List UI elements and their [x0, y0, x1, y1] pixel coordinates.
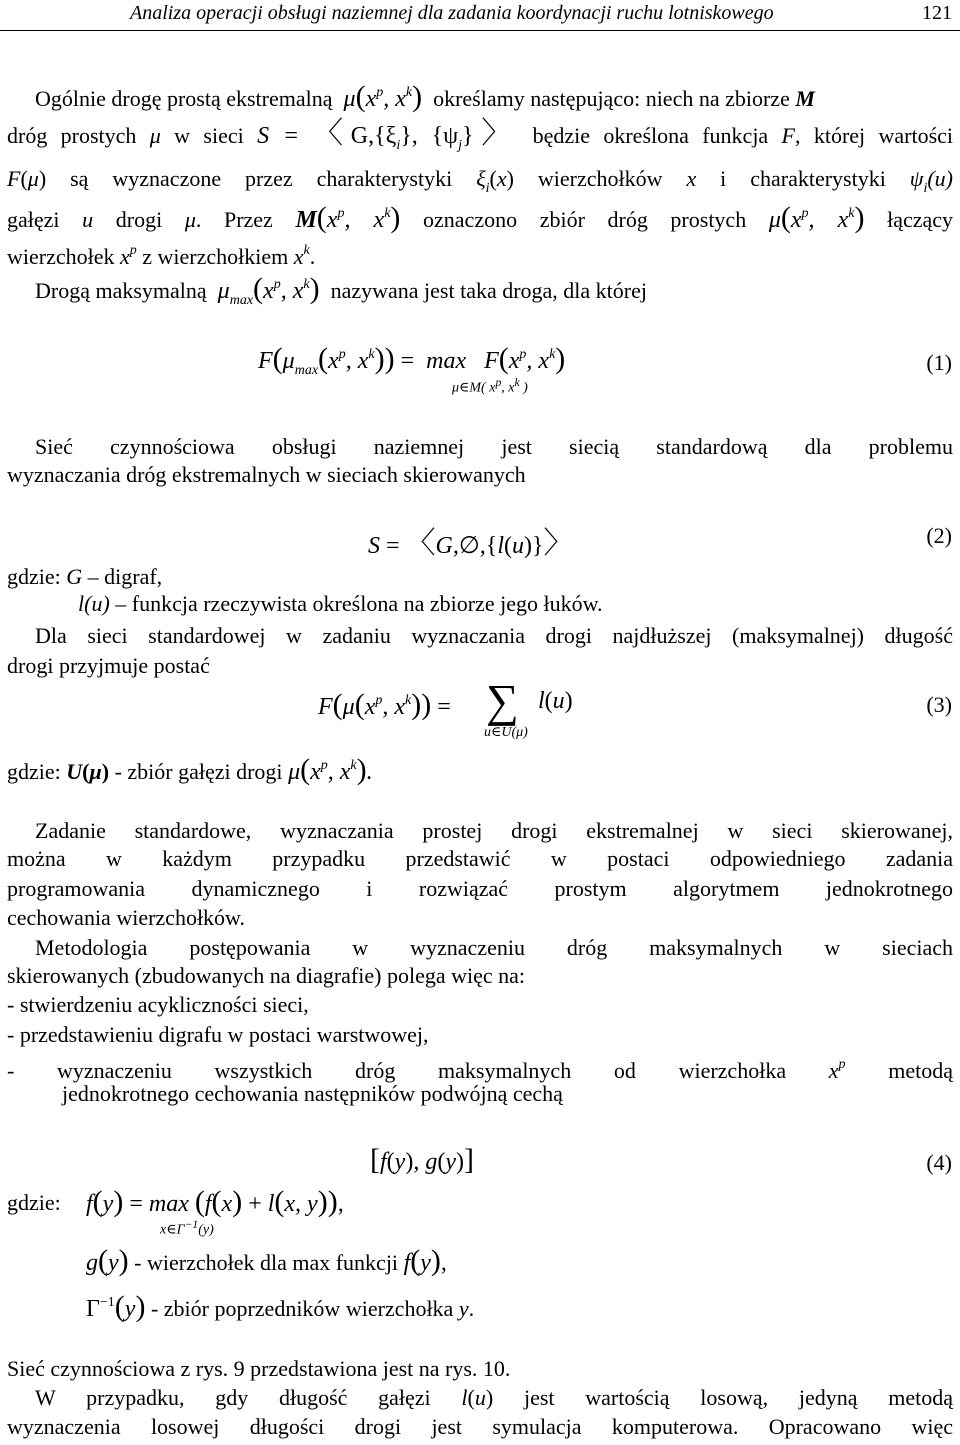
p6-line1: Metodologia postępowania w wyznaczeniu dróg maksymalnych w sieciach	[35, 935, 953, 960]
p6-line2: skierowanych (zbudowanych na diagrafie) polega więc na:	[7, 963, 525, 988]
equation-number-3: (3)	[926, 692, 952, 717]
equation-2: S = 〈G,∅,{l(u)}〉	[368, 527, 574, 560]
p1-line5: wierzchołek $x^p$ z wierzchołkiem $x^k$.	[7, 243, 316, 269]
p1-line3: F(μ) są wyznaczone przez charakterystyki $\xi_i(x)$ wierzchołków x i charakterystyki $\psi_i(u)$	[7, 166, 954, 196]
list-item: - stwierdzeniu acykliczności sieci,	[7, 992, 309, 1017]
list-item: - wyznaczeniu wszystkich dróg maksymalnych od wierzchołka $x^p$ metodą	[7, 1057, 954, 1083]
list-item: - przedstawieniu digrafu w postaci warstwowej,	[7, 1022, 429, 1047]
running-header	[0, 0, 960, 31]
p6-line6: jednokrotnego cechowania następników podwójną cechą	[62, 1081, 563, 1106]
p8-line1: W przypadku, gdy długość gałęzi l(u) jest wartością losową, jedyną metodą	[35, 1385, 954, 1410]
p1-line4: gałęzi u drogi μ. Przez $M(x^p$, $x^k$) oznaczono zbiór dróg prostych $\mu(x^p$, $x^k$) łączący	[7, 201, 954, 234]
equation-3-subscript: u∈U(μ)	[484, 725, 528, 740]
p5-line3: programowania dynamicznego i rozwiązać prostym algorytmem jednokrotnego	[7, 876, 953, 901]
where-4-label: gdzie:	[7, 1190, 61, 1215]
p3-line2: wyznaczania dróg ekstremalnych w sieciach skierowanych	[7, 462, 526, 487]
p8-line2: wyznaczenia losowej długości drogi jest symulacja komputerowa. Opracowano więc	[7, 1414, 953, 1439]
equation-4-subscript: $x\in\Gamma^{-1}(y)$	[160, 1218, 214, 1238]
p1-line2: dróg prostych μ w sieci S = 〈$G,\{\xi_i\}$, $\{\psi_j\}$〉 będzie określona funkcja F, której wartości	[7, 117, 954, 153]
where-2-line1: gdzie: G – digraf,	[7, 564, 163, 589]
where-4-g: g(y) - wierzchołek dla max funkcji f(y),	[86, 1244, 447, 1277]
where-3-line: gdzie: U(μ) - zbiór gałęzi drogi $\mu(x^p$, $x^k$).	[7, 753, 373, 786]
equation-3: $F(\mu(x^p$, $x^k$)) =	[318, 688, 451, 721]
equation-number-4: (4)	[926, 1150, 952, 1175]
equation-4: [f(y), g(y)]	[370, 1143, 474, 1176]
equation-4-f: f(y) = max (f(x) + l(x, y)),	[86, 1185, 344, 1218]
header-title: Analiza operacji obsługi naziemnej dla zadania koordynacji ruchu lotniskowego	[130, 2, 774, 24]
p2-line1: Drogą maksymalną $\mu_{max}(x^p$, $x^k$) nazywana jest taka droga, dla której	[35, 272, 647, 308]
p5-line4: cechowania wierzchołków.	[7, 905, 246, 930]
equation-1-subscript: μ∈M( $x^p$, $x^k$ )	[452, 376, 528, 396]
equation-number-2: (2)	[926, 523, 952, 548]
equation-1: $F(\mu_{max}(x^p$, $x^k)) = \max F(x^p$, $x^k$)	[258, 342, 566, 378]
where-4-gamma: $\Gamma^{-1}(y)$ - zbiór poprzedników wierzchołka y.	[86, 1290, 475, 1323]
p4-line1: Dla sieci standardowej w zadaniu wyznaczania drogi najdłuższej (maksymalnej) długość	[35, 623, 953, 648]
equation-number-1: (1)	[926, 350, 952, 375]
where-2-line2: l(u) – funkcja rzeczywista określona na zbiorze jego łuków.	[78, 591, 603, 616]
p5-line2: można w każdym przypadku przedstawić w postaci odpowiedniego zadania	[7, 846, 953, 871]
page-number: 121	[922, 2, 952, 24]
p1-line1: Ogólnie drogę prostą ekstremalną $\mu(x^p$, $x^k$) określamy następująco: niech na zbiorze M	[35, 80, 815, 113]
equation-3-rhs: l(u)	[538, 688, 573, 714]
summation-sign: ∑	[486, 675, 519, 726]
p5-line1: Zadanie standardowe, wyznaczania prostej drogi ekstremalnej w sieci skierowanej,	[35, 818, 953, 843]
p4-line2: drogi przyjmuje postać	[7, 653, 210, 678]
p7-line: Sieć czynnościowa z rys. 9 przedstawiona jest na rys. 10.	[7, 1356, 511, 1381]
p3-line1: Sieć czynnościowa obsługi naziemnej jest siecią standardową dla problemu	[35, 434, 953, 459]
